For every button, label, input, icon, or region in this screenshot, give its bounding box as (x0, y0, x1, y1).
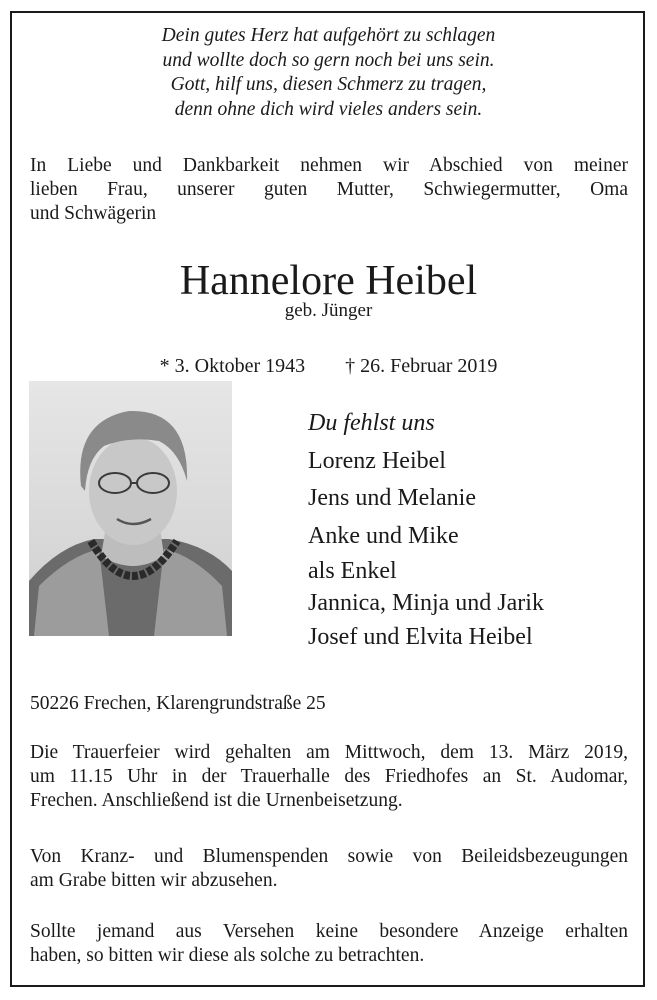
mourners-list (308, 405, 544, 657)
notice-line: Sollte jemand aus Versehen keine besondere Anzeige erhalten (30, 921, 628, 942)
portrait-photo (29, 381, 232, 636)
intro-line: In Liebe und Dankbarkeit nehmen wir Abschied von meiner (30, 155, 628, 176)
deceased-name: Hannelore Heibel (179, 258, 478, 304)
mourner-line: Josef und Elvita Heibel (308, 624, 533, 650)
mourner-heading: Du fehlst uns (308, 410, 435, 436)
memorial-poem (0, 24, 657, 122)
flowers-paragraph (30, 845, 628, 893)
intro-line: und Schwägerin (30, 203, 157, 224)
poem-line: denn ohne dich wird vieles anders sein. (174, 98, 483, 120)
portrait-image (29, 381, 232, 636)
mourner-line: Jens und Melanie (308, 485, 476, 511)
birth-date: * 3. Oktober 1943 (159, 355, 306, 377)
mourner-line: als Enkel (308, 558, 397, 584)
notice-paragraph (30, 920, 628, 968)
poem-line: Dein gutes Herz hat aufgehört zu schlagen (161, 25, 496, 46)
address (30, 692, 628, 716)
funeral-paragraph (30, 741, 628, 813)
funeral-line: Frechen. Anschließend ist die Urnenbeisetzung. (30, 790, 403, 811)
funeral-line: um 11.15 Uhr in der Trauerhalle des Friedhofes an St. Audomar, (30, 766, 628, 787)
mourner-line: Jannica, Minja und Jarik (308, 590, 544, 616)
funeral-line: Die Trauerfeier wird gehalten am Mittwoch, dem 13. März 2019, (30, 742, 628, 763)
notice-line: haben, so bitten wir diese als solche zu betrachten. (30, 945, 425, 966)
flowers-line: am Grabe bitten wir abzusehen. (30, 870, 278, 891)
poem-line: Gott, hilf uns, diesen Schmerz zu tragen, (170, 74, 487, 95)
intro-paragraph (30, 154, 628, 226)
death-date: † 26. Februar 2019 (345, 355, 498, 377)
address-line: 50226 Frechen, Klarengrundstraße 25 (30, 693, 326, 714)
mourner-line: Anke und Mike (308, 522, 459, 549)
intro-line: lieben Frau, unserer guten Mutter, Schwiegermutter, Oma (30, 179, 628, 200)
flowers-line: Von Kranz- und Blumenspenden sowie von Beileidsbezeugungen (30, 846, 628, 867)
life-dates (0, 354, 657, 378)
maiden-name: geb. Jünger (284, 300, 373, 321)
mourner-line: Lorenz Heibel (308, 447, 446, 474)
poem-line: und wollte doch so gern noch bei uns sein. (162, 49, 495, 71)
